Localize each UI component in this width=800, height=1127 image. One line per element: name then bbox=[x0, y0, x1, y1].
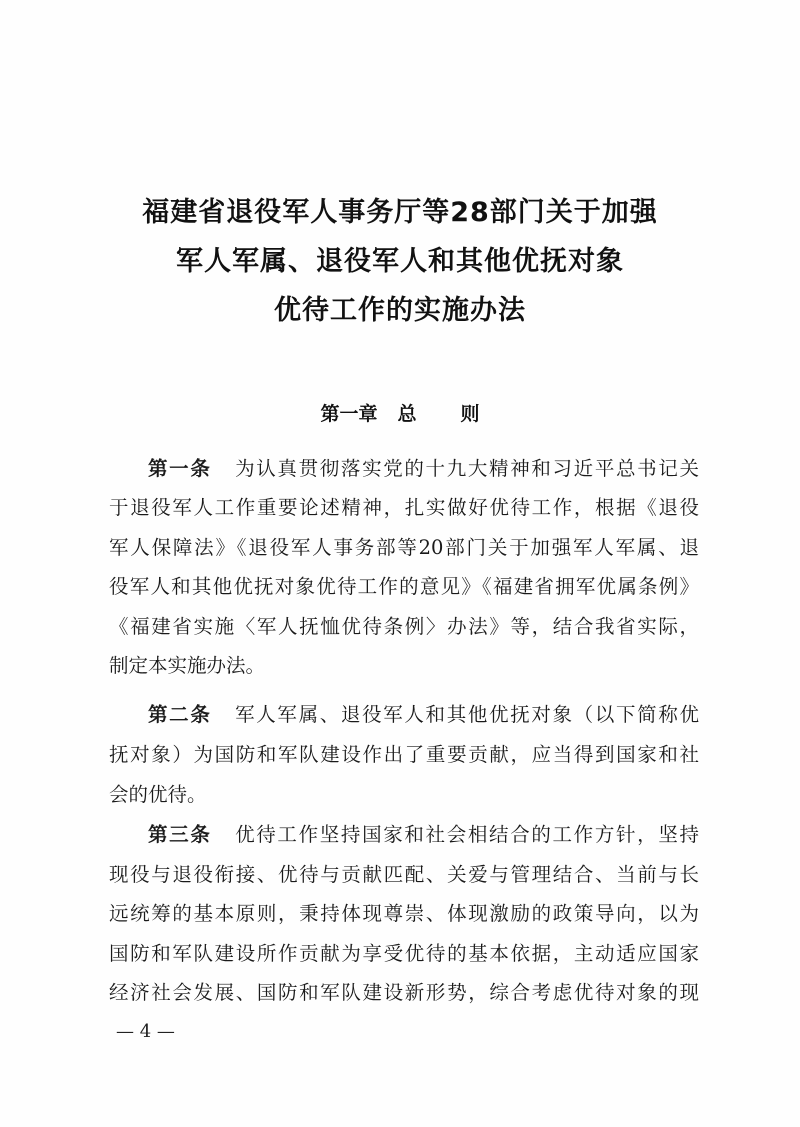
article-3-first-line bbox=[148, 823, 699, 847]
article-1-line: 军人保障法》《退役军人事务部等20部门关于加强军人军属、退 bbox=[109, 536, 699, 559]
article-1-line: 于退役军人工作重要论述精神，扎实做好优待工作，根据《退役 bbox=[109, 496, 699, 519]
article-3-line: 国防和军队建设所作贡献为享受优待的基本依据，主动适应国家 bbox=[109, 942, 699, 965]
article-3-text: 优待工作坚持国家和社会相结合的工作方针，坚持 bbox=[235, 823, 699, 846]
article-2-line: 抚对象）为国防和军队建设作出了重要贡献，应当得到国家和社 bbox=[109, 743, 699, 766]
page-number: — 4 — bbox=[116, 1021, 175, 1042]
article-2-line: 会的优待。 bbox=[109, 783, 207, 806]
chapter-title-part-1: 总 bbox=[397, 403, 417, 425]
chapter-number: 第一章 bbox=[320, 403, 378, 425]
article-2-label: 第二条 bbox=[148, 703, 212, 726]
document-title-line-2: 军人军属、退役军人和其他优抚对象 bbox=[176, 246, 624, 277]
article-2-text: 军人军属、退役军人和其他优抚对象（以下简称优 bbox=[235, 703, 699, 726]
article-1-first-line bbox=[148, 457, 699, 481]
chapter-title-part-2: 则 bbox=[460, 403, 480, 425]
document-title-line-1: 福建省退役军人事务厅等28部门关于加强 bbox=[142, 197, 658, 228]
article-3-line: 远统筹的基本原则，秉持体现尊崇、体现激励的政策导向，以为 bbox=[109, 902, 699, 925]
article-1-line: 役军人和其他优抚对象优待工作的意见》《福建省拥军优属条例》 bbox=[109, 575, 699, 598]
article-1-line: 《福建省实施〈军人抚恤优待条例〉办法》等，结合我省实际， bbox=[109, 615, 699, 638]
chapter-heading bbox=[0, 399, 800, 426]
article-3-line: 经济社会发展、国防和军队建设新形势，综合考虑优待对象的现 bbox=[109, 981, 699, 1004]
article-1-text: 为认真贯彻落实党的十九大精神和习近平总书记关 bbox=[235, 457, 699, 480]
article-1-label: 第一条 bbox=[148, 457, 212, 480]
article-3-label: 第三条 bbox=[148, 823, 212, 846]
article-1-line: 制定本实施办法。 bbox=[109, 654, 266, 677]
article-3-line: 现役与退役衔接、优待与贡献匹配、关爱与管理结合、当前与长 bbox=[109, 863, 699, 886]
article-2-first-line bbox=[148, 703, 699, 727]
document-title-line-3: 优待工作的实施办法 bbox=[274, 295, 526, 326]
